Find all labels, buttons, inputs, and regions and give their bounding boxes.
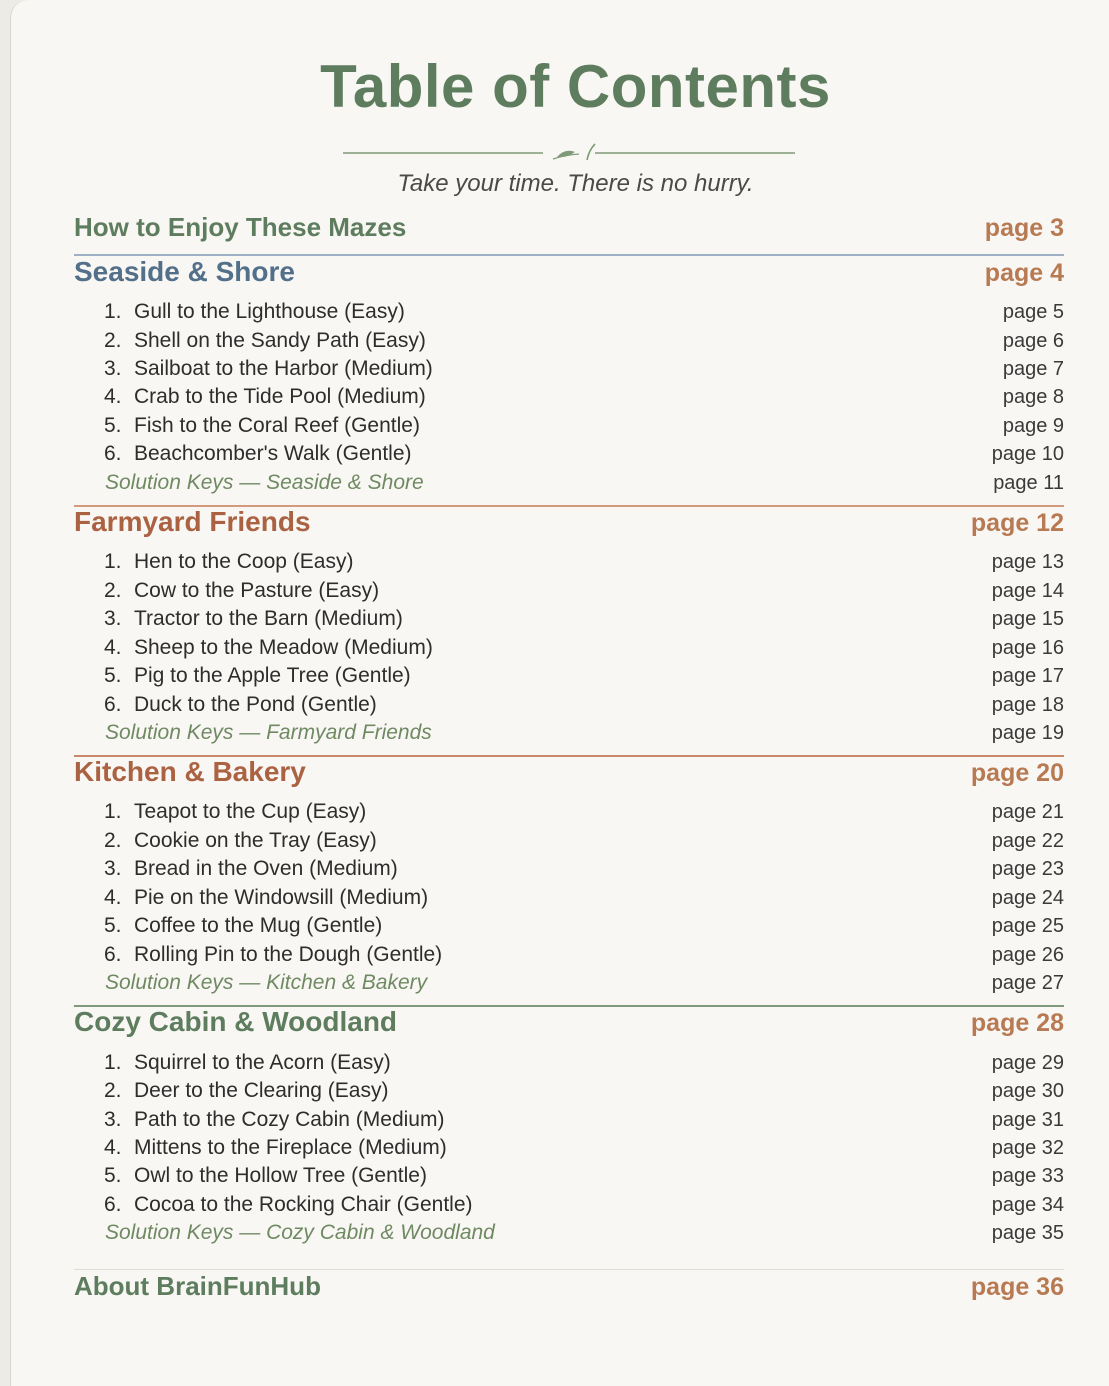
- section-title: Kitchen & Bakery: [74, 756, 306, 787]
- toc-entry[interactable]: [74, 300, 1064, 324]
- entry-label: Squirrel to the Acorn (Easy): [134, 1051, 391, 1074]
- entry-label: Shell on the Sandy Path (Easy): [134, 329, 426, 352]
- entry-page: page 30: [991, 1080, 1064, 1102]
- entry-page: page 34: [991, 1194, 1064, 1216]
- entry-number: 5.: [104, 1164, 122, 1187]
- entry-label: Bread in the Oven (Medium): [134, 857, 398, 880]
- entry-number: 3.: [104, 357, 122, 380]
- entry-number: 5.: [104, 914, 122, 937]
- entry-label: Crab to the Tide Pool (Medium): [134, 385, 426, 408]
- toc-entry[interactable]: [74, 943, 1064, 967]
- entry-label: Path to the Cozy Cabin (Medium): [134, 1108, 445, 1131]
- section-title: Farmyard Friends: [74, 506, 311, 537]
- entry-number: 6.: [104, 1193, 122, 1216]
- section-divider: [74, 1269, 1064, 1270]
- entry-page: page 32: [991, 1137, 1064, 1159]
- entry-label: Pie on the Windowsill (Medium): [134, 886, 429, 909]
- entry-number: 1.: [104, 800, 122, 823]
- section-heading-kitchen[interactable]: [74, 756, 1064, 788]
- entry-page: page 13: [991, 551, 1064, 573]
- entry-number: 4.: [104, 886, 122, 909]
- entry-number: 5.: [104, 414, 122, 437]
- entry-number: 3.: [104, 857, 122, 880]
- entry-page: page 14: [991, 580, 1064, 602]
- entry-label: Coffee to the Mug (Gentle): [134, 914, 383, 937]
- solution-keys-label: Solution Keys — Cozy Cabin & Woodland: [105, 1221, 495, 1244]
- entry-page: page 11: [993, 472, 1064, 494]
- entry-page: page 35: [991, 1222, 1064, 1244]
- entry-page: page 9: [1002, 415, 1064, 437]
- section-heading-cabin[interactable]: [74, 1006, 1064, 1038]
- toc-entry[interactable]: [74, 1079, 1064, 1103]
- leaf-divider-ornament: [343, 140, 795, 166]
- toc-entry[interactable]: [74, 1136, 1064, 1160]
- entry-page: page 27: [991, 972, 1064, 994]
- page-title: Table of Contents: [320, 53, 831, 120]
- toc-entry[interactable]: [74, 857, 1064, 881]
- entry-number: 2.: [104, 1079, 122, 1102]
- entry-page: page 6: [1002, 330, 1064, 352]
- section-title: Cozy Cabin & Woodland: [74, 1006, 398, 1037]
- entry-number: 5.: [104, 664, 122, 687]
- toc-entry[interactable]: [74, 636, 1064, 660]
- entry-page: page 5: [1002, 301, 1064, 323]
- toc-entry[interactable]: [74, 1164, 1064, 1188]
- entry-number: 1.: [104, 550, 122, 573]
- toc-entry[interactable]: [74, 607, 1064, 631]
- toc-entry[interactable]: [74, 1108, 1064, 1132]
- entry-page: page 8: [1002, 386, 1064, 408]
- toc-entry[interactable]: [74, 442, 1064, 466]
- toc-entry[interactable]: [74, 914, 1064, 938]
- entry-page: page 31: [991, 1109, 1064, 1131]
- entry-number: 3.: [104, 1108, 122, 1131]
- entry-page: page 17: [991, 665, 1064, 687]
- entry-page: page 24: [991, 887, 1064, 909]
- toc-entry[interactable]: [74, 1051, 1064, 1075]
- toc-entry-solution-keys[interactable]: [74, 971, 1064, 995]
- entry-label: Mittens to the Fireplace (Medium): [134, 1136, 447, 1159]
- entry-label: Teapot to the Cup (Easy): [134, 800, 367, 823]
- entry-page: page 25: [991, 915, 1064, 937]
- entry-number: 6.: [104, 943, 122, 966]
- entry-label: Cookie on the Tray (Easy): [134, 829, 377, 852]
- page-subtitle: Take your time. There is no hurry.: [397, 170, 754, 197]
- section-page: page 28: [970, 1009, 1064, 1037]
- toc-entry[interactable]: [74, 550, 1064, 574]
- section-title: Seaside & Shore: [74, 256, 295, 287]
- document-page: [10, 0, 1109, 1386]
- entry-label: Pig to the Apple Tree (Gentle): [134, 664, 411, 687]
- entry-label: Rolling Pin to the Dough (Gentle): [134, 943, 443, 966]
- entry-label: Sailboat to the Harbor (Medium): [134, 357, 433, 380]
- entry-number: 4.: [104, 636, 122, 659]
- entry-number: 6.: [104, 442, 122, 465]
- entry-page: page 19: [991, 722, 1064, 744]
- section-heading-farmyard[interactable]: [74, 506, 1064, 538]
- section-page: page 20: [970, 759, 1064, 787]
- entry-page: page 26: [991, 944, 1064, 966]
- entry-number: 3.: [104, 607, 122, 630]
- solution-keys-label: Solution Keys — Farmyard Friends: [105, 721, 432, 744]
- entry-number: 1.: [104, 300, 122, 323]
- entry-page: page 7: [1002, 358, 1064, 380]
- entry-label: Duck to the Pond (Gentle): [134, 693, 377, 716]
- entry-number: 4.: [104, 1136, 122, 1159]
- section-page: page 4: [984, 259, 1064, 287]
- entry-number: 2.: [104, 329, 122, 352]
- solution-keys-label: Solution Keys — Kitchen & Bakery: [105, 971, 428, 994]
- entry-number: 6.: [104, 693, 122, 716]
- entry-page: page 29: [991, 1052, 1064, 1074]
- toc-entry[interactable]: [74, 693, 1064, 717]
- section-page: page 12: [970, 509, 1064, 537]
- entry-label: Hen to the Coop (Easy): [134, 550, 354, 573]
- toc-entry[interactable]: [74, 329, 1064, 353]
- toc-entry[interactable]: [74, 1193, 1064, 1217]
- toc-entry[interactable]: [74, 829, 1064, 853]
- solution-keys-label: Solution Keys — Seaside & Shore: [105, 471, 424, 494]
- toc-entry[interactable]: [74, 385, 1064, 409]
- toc-entry-solution-keys[interactable]: [74, 721, 1064, 745]
- entry-page: page 33: [991, 1165, 1064, 1187]
- entry-label: Owl to the Hollow Tree (Gentle): [134, 1164, 427, 1187]
- entry-page: page 21: [991, 801, 1064, 823]
- toc-entry-solution-keys[interactable]: [74, 1221, 1064, 1245]
- entry-number: 1.: [104, 1051, 122, 1074]
- entry-label: Deer to the Clearing (Easy): [134, 1079, 389, 1102]
- toc-entry-solution-keys[interactable]: [74, 471, 1064, 495]
- toc-entry-label: How to Enjoy These Mazes: [74, 212, 407, 242]
- entry-label: Fish to the Coral Reef (Gentle): [134, 414, 420, 437]
- entry-page: page 23: [991, 858, 1064, 880]
- toc-entry-intro[interactable]: [74, 212, 1064, 243]
- toc-entry[interactable]: [74, 886, 1064, 910]
- entry-page: page 15: [991, 608, 1064, 630]
- entry-label: Gull to the Lighthouse (Easy): [134, 300, 405, 323]
- toc-entry[interactable]: [74, 357, 1064, 381]
- entry-page: page 16: [991, 637, 1064, 659]
- toc-entry[interactable]: [74, 800, 1064, 824]
- entry-number: 2.: [104, 829, 122, 852]
- entry-number: 4.: [104, 385, 122, 408]
- entry-label: Cow to the Pasture (Easy): [134, 579, 380, 602]
- entry-number: 2.: [104, 579, 122, 602]
- toc-entry-label: About BrainFunHub: [74, 1271, 321, 1301]
- entry-page: page 10: [991, 443, 1064, 465]
- entry-label: Tractor to the Barn (Medium): [134, 607, 403, 630]
- entry-label: Beachcomber's Walk (Gentle): [134, 442, 412, 465]
- toc-entry[interactable]: [74, 579, 1064, 603]
- entry-page: page 18: [991, 694, 1064, 716]
- toc-entry-page: page 3: [984, 214, 1064, 242]
- section-heading-seaside[interactable]: [74, 256, 1064, 288]
- toc-entry[interactable]: [74, 664, 1064, 688]
- entry-page: page 22: [991, 830, 1064, 852]
- toc-entry[interactable]: [74, 414, 1064, 438]
- entry-label: Sheep to the Meadow (Medium): [134, 636, 433, 659]
- entry-label: Cocoa to the Rocking Chair (Gentle): [134, 1193, 473, 1216]
- toc-entry-page: page 36: [970, 1273, 1064, 1301]
- toc-entry-about[interactable]: [74, 1271, 1064, 1302]
